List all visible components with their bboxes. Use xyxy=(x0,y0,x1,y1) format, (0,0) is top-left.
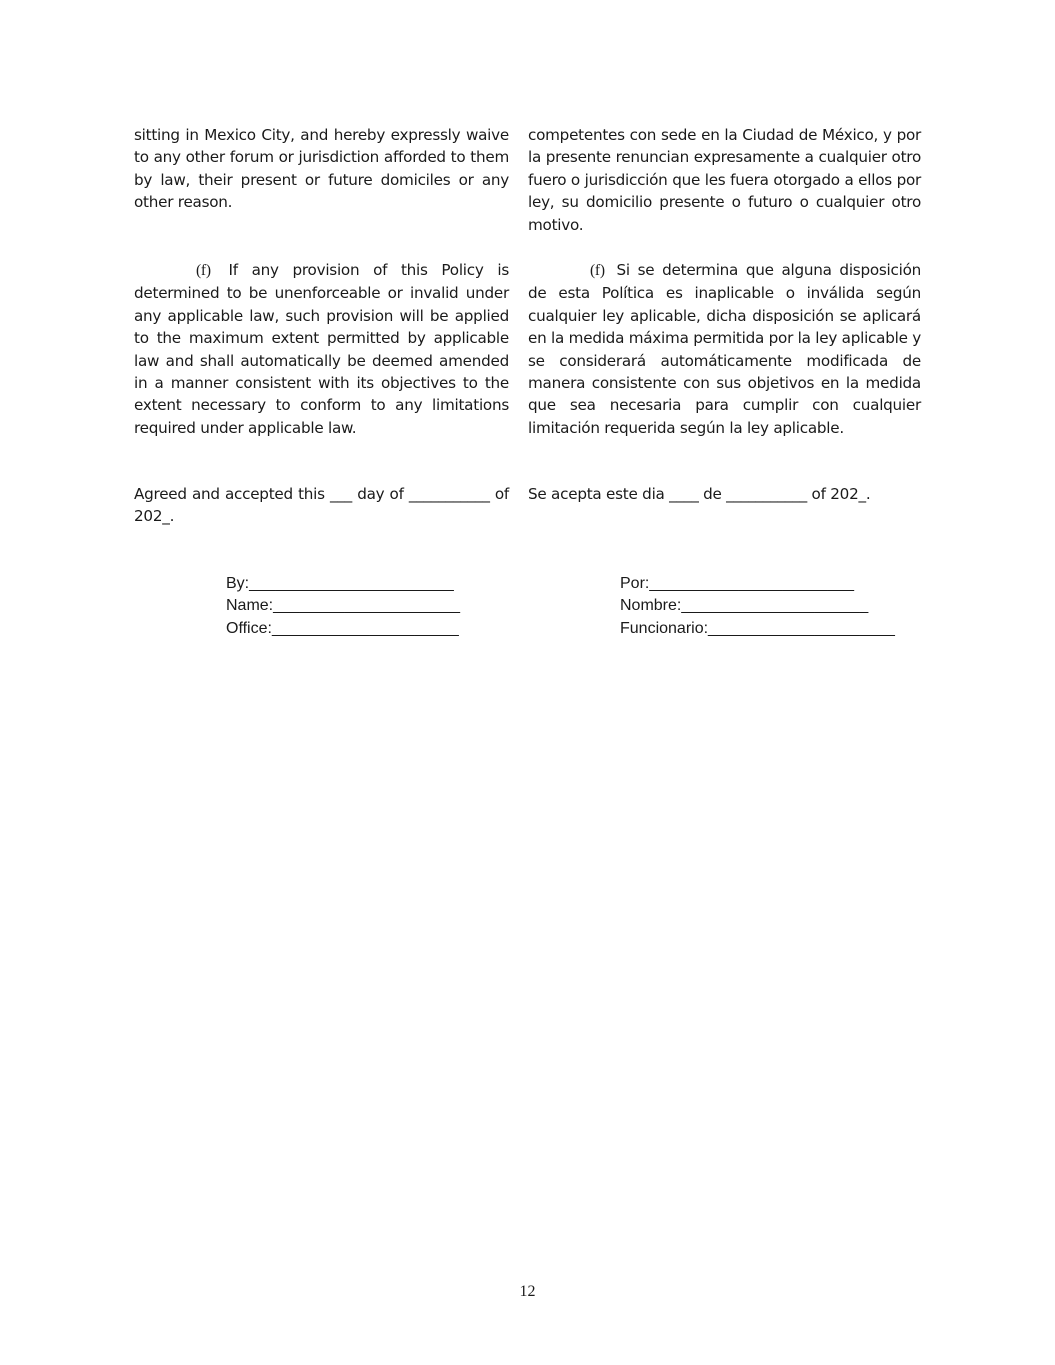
severability-paragraph-en xyxy=(134,259,509,439)
signature-funcionario-line[interactable]: Funcionario:_____________________ xyxy=(620,619,895,637)
clause-marker: (f) xyxy=(590,262,605,279)
severability-paragraph-es xyxy=(528,259,921,439)
signature-name-line[interactable]: Name:_____________________ xyxy=(226,597,460,615)
signature-block-en xyxy=(226,573,460,640)
signature-office-line[interactable]: Office:_____________________ xyxy=(226,619,459,637)
agreed-accepted-en: Agreed and accepted this ___ day of ___________ of 202_. xyxy=(134,485,509,526)
clause-marker: (f) xyxy=(196,262,211,279)
jurisdiction-paragraph-en: sitting in Mexico City, and hereby expressly waive to any other forum or jurisdiction afforded to them by law, their present or future domiciles or any other reason. xyxy=(134,126,509,212)
agreed-accepted-es: Se acepta este dia ____ de ___________ of 202_. xyxy=(528,485,871,503)
severability-text-es: Si se determina que alguna disposición de esta Política es inaplicable o inválida según cualquier ley aplicable, dicha disposición se aplicará en la medida máxima permitida por la ley aplicable y se considerará automáticamente modificada de manera consistente con sus objetivos en la medida que sea necesaria para cumplir con cualquier limitación requerida según la ley aplicable. xyxy=(528,261,922,437)
signature-by-line[interactable]: By:_______________________ xyxy=(226,575,454,592)
signature-nombre-line[interactable]: Nombre:_____________________ xyxy=(620,597,869,615)
jurisdiction-paragraph-es: competentes con sede en la Ciudad de México, y por la presente renuncian expresamente a cualquier otro fuero o jurisdicción que les fuera otorgado a ellos por ley, su domicilio presente o futuro o cualquier otro motivo. xyxy=(528,126,921,234)
severability-text-en: If any provision of this Policy is determined to be unenforceable or invalid under any applicable law, such provision will be applied to the maximum extent permitted by applicable law and shall automatically be deemed amended in a manner consistent with its objectives to the extent necessary to conform to any limitations required under applicable law. xyxy=(134,261,509,437)
signature-block-es xyxy=(620,573,895,640)
page-number: 12 xyxy=(519,1283,536,1300)
signature-por-line[interactable]: Por:_______________________ xyxy=(620,575,855,592)
